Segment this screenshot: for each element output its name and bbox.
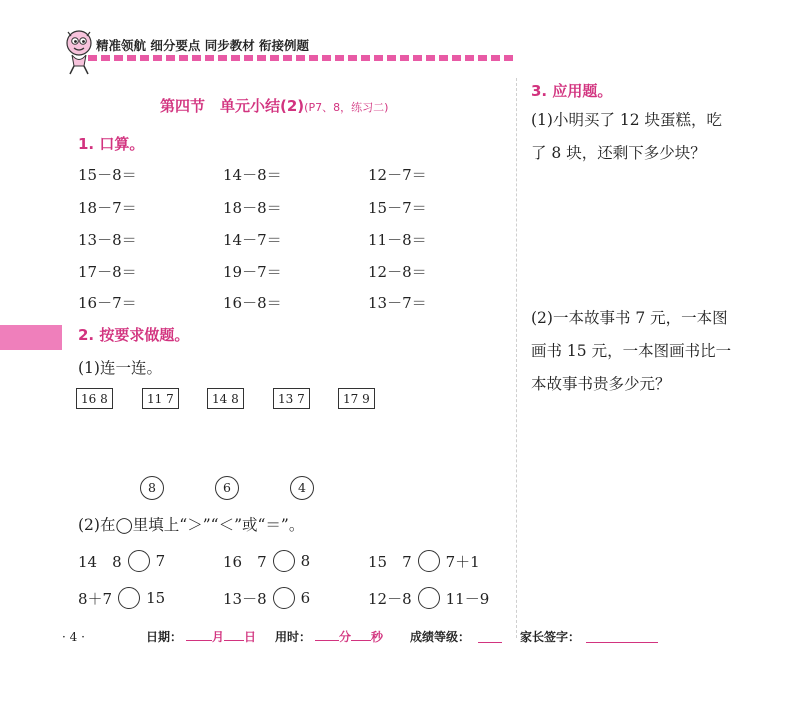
compare-blank-circle[interactable]: [128, 550, 150, 572]
number-pair-box[interactable]: 14 8: [207, 388, 244, 409]
calc-item: 15－7＝: [368, 199, 427, 217]
compare-left: 8＋7: [78, 589, 113, 608]
question-connect: (1)连一连。: [78, 359, 162, 377]
section-title: [160, 95, 388, 116]
heading-oral-calc: 1. 口算。: [78, 135, 145, 153]
signature-label: 家长签字：: [520, 630, 581, 644]
number-pair-box[interactable]: 16 8: [76, 388, 113, 409]
calc-item: 18－7＝: [78, 199, 137, 217]
compare-item: [223, 587, 310, 609]
heading-word-problems: 3. 应用题。: [531, 82, 613, 100]
compare-left: 13－8: [223, 589, 267, 608]
compare-right: 8: [300, 552, 311, 570]
calc-item: 12－8＝: [368, 263, 427, 281]
compare-right: 7: [155, 552, 166, 570]
compare-blank-circle[interactable]: [418, 550, 440, 572]
grade-label: 成绩等级：: [410, 630, 471, 644]
compare-right: 7＋1: [445, 552, 480, 571]
grade-field[interactable]: [478, 628, 502, 643]
compare-item: [78, 550, 165, 572]
compare-right: 11－9: [445, 589, 490, 608]
compare-item: [78, 587, 165, 609]
compare-left: 15 7: [368, 552, 412, 571]
calc-item: 13－7＝: [368, 294, 427, 312]
date-label: 日期：: [146, 630, 183, 644]
number-pair-box[interactable]: 17 9: [338, 388, 375, 409]
compare-blank-circle[interactable]: [118, 587, 140, 609]
calc-item: 18－8＝: [223, 199, 282, 217]
time-label: 用时：: [275, 630, 312, 644]
title-main: 第四节 单元小结(2): [160, 97, 305, 115]
calc-item: 11－8＝: [368, 231, 427, 249]
minute-label: 分: [339, 630, 352, 644]
title-sub: (P7、8，练习二): [304, 101, 389, 114]
date-field[interactable]: [186, 628, 256, 645]
calc-item: 14－8＝: [223, 166, 282, 184]
compare-left: 14 8: [78, 552, 122, 571]
compare-left: 12－8: [368, 589, 412, 608]
calc-item: 13－8＝: [78, 231, 137, 249]
compare-item: [368, 550, 480, 572]
compare-right: 6: [300, 589, 311, 607]
calc-item: 16－8＝: [223, 294, 282, 312]
header-slogan: 精准领航 细分要点 同步教材 衔接例题: [96, 38, 310, 53]
time-field[interactable]: [315, 628, 383, 645]
answer-circle[interactable]: 4: [290, 476, 314, 500]
compare-item: [368, 587, 489, 609]
compare-blank-circle[interactable]: [418, 587, 440, 609]
side-tab: [0, 325, 62, 350]
compare-blank-circle[interactable]: [273, 550, 295, 572]
page-header: [62, 28, 502, 78]
second-label: 秒: [371, 630, 384, 644]
heading-tasks: 2. 按要求做题。: [78, 326, 190, 344]
calc-item: 17－8＝: [78, 263, 137, 281]
answer-circle[interactable]: 6: [215, 476, 239, 500]
page-number: · 4 ·: [62, 630, 85, 644]
answer-circle[interactable]: 8: [140, 476, 164, 500]
signature-field[interactable]: [586, 628, 658, 643]
calc-item: 14－7＝: [223, 231, 282, 249]
number-pair-box[interactable]: 13 7: [273, 388, 310, 409]
number-pair-box[interactable]: 11 7: [142, 388, 179, 409]
month-label: 月: [212, 630, 225, 644]
header-divider: [88, 55, 516, 61]
calc-item: 16－7＝: [78, 294, 137, 312]
compare-blank-circle[interactable]: [273, 587, 295, 609]
compare-right: 15: [146, 589, 166, 607]
word-problem-2: (2)一本故事书 7 元，一本图画书 15 元，一本图画书比一本故事书贵多少元？: [531, 309, 732, 393]
compare-left: 16 7: [223, 552, 267, 571]
compare-item: [223, 550, 310, 572]
page-footer: [62, 628, 682, 648]
question-compare: (2)在◯里填上“＞”“＜”或“＝”。: [78, 516, 305, 534]
calc-item: 15－8＝: [78, 166, 137, 184]
word-problem-1: (1)小明买了 12 块蛋糕，吃了 8 块，还剩下多少块？: [531, 111, 723, 162]
calc-item: 12－7＝: [368, 166, 427, 184]
day-label: 日: [244, 630, 257, 644]
column-divider: [516, 78, 517, 638]
calc-item: 19－7＝: [223, 263, 282, 281]
